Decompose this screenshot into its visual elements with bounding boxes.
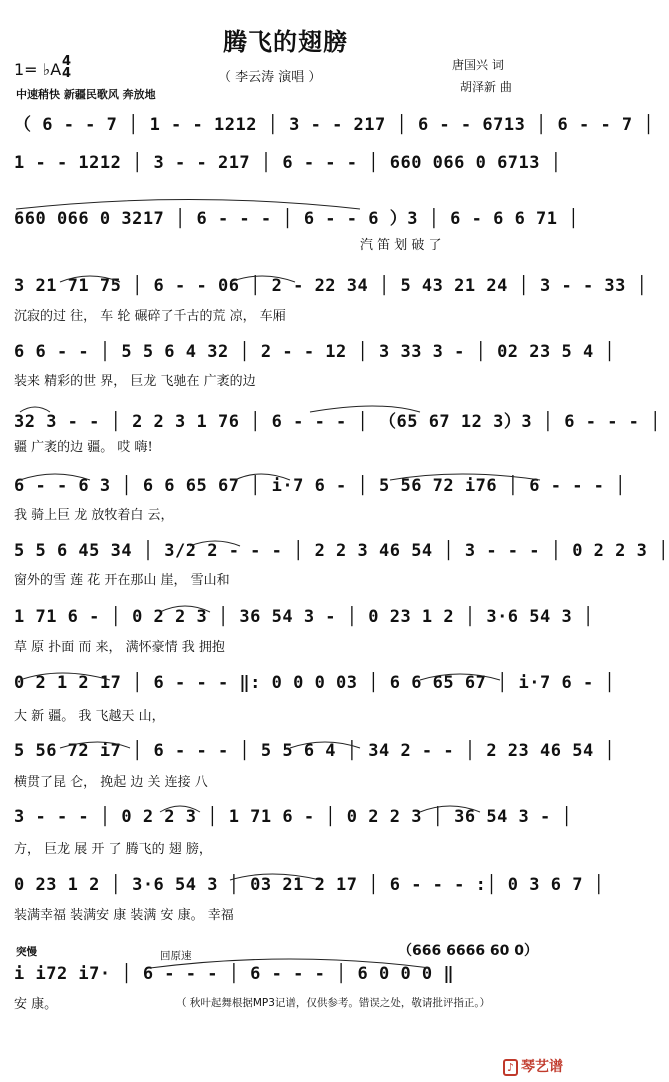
- lyric-line-9: 草 原 扑面 而 来， 满怀豪情 我 拥抱: [14, 640, 225, 655]
- score-line-12: 3 - - - │ 0 2 2 3 │ 1 71 6 - │ 0 2 2 3 │ 36 54 3 - │: [14, 807, 573, 827]
- song-title: 腾飞的翅膀: [223, 28, 348, 56]
- score-line-10: 0 2 1 2 17 │ 6 - - - ‖: 0 0 0 03 │ 6 6 65 67 │ i·7 6 - │: [14, 673, 616, 693]
- time-sig-bottom: 4: [62, 66, 72, 81]
- score-line-1: （ 6 - - 7 │ 1 - - 1212 │ 3 - - 217 │ 6 - - 6713 │ 6 - - 7 │: [14, 115, 655, 135]
- transcription-note: （ 秋叶起舞根据MP3记谱，仅供参考。错误之处，敬请批评指正。）: [176, 997, 491, 1009]
- slur-arc: [150, 959, 430, 968]
- lyric-line-3: 汽 笛 划 破 了: [360, 238, 442, 253]
- slur-arc: [16, 200, 360, 210]
- logo-icon: ♪: [503, 1059, 518, 1076]
- singer: （ 李云涛 演唱 ）: [218, 70, 322, 85]
- ending-ornament: （666 6666 60 0）: [398, 943, 539, 959]
- time-sig-top: 4: [62, 54, 72, 69]
- lyric-line-7: 我 骑上巨 龙 放牧着白 云，: [14, 508, 174, 523]
- lyric-line-13: 装满幸福 装满安 康 装满 安 康。 幸福: [14, 908, 234, 923]
- slur-arc: [420, 674, 500, 680]
- lyric-line-14: 安 康。: [14, 997, 58, 1012]
- lyric-line-10: 大 新 疆。 我 飞越天 山，: [14, 709, 165, 724]
- lyric-line-5: 装来 精彩的世 界， 巨龙 飞驰在 广袤的边: [14, 374, 256, 389]
- slur-arc: [235, 474, 290, 480]
- lyric-line-4: 沉寂的过 往， 车 轮 碾碎了千古的荒 凉， 车厢: [14, 309, 286, 324]
- slur-arc: [230, 276, 295, 282]
- back-tempo-mark: 回原速: [160, 950, 192, 962]
- key-signature: 1= ♭A: [14, 60, 62, 79]
- slur-arc: [20, 673, 110, 680]
- lyric-line-8: 窗外的雪 莲 花 开在那山 崖， 雪山和: [14, 573, 230, 588]
- slur-arc: [310, 406, 420, 412]
- slur-arc: [160, 806, 200, 812]
- score-line-8: 5 5 6 45 34 │ 3/2 2 - - - │ 2 2 3 46 54 │ 3 - - - │ 0 2 2 3 │: [14, 541, 669, 561]
- slur-arc: [390, 474, 540, 480]
- score-line-14: i i72 i7· │ 6 - - - │ 6 - - - │ 6 0 0 0 ‖: [14, 964, 455, 984]
- lyric-line-12: 方， 巨龙 展 开 了 腾飞的 翅 膀，: [14, 842, 212, 857]
- slur-arc: [160, 606, 210, 612]
- score-line-11: 5 56 72 i7 │ 6 - - - │ 5 5 6 4 │ 34 2 - - │ 2 23 46 54 │: [14, 741, 616, 761]
- score-line-6: 32 3 - - │ 2 2 3 1 76 │ 6 - - - │ （65 67 12 3）3 │ 6 - - - │: [14, 412, 661, 432]
- score-line-13: 0 23 1 2 │ 3·6 54 3 │ 03 21 2 17 │ 6 - - - :│ 0 3 6 7 │: [14, 875, 605, 895]
- score-line-7: 6 - - 6 3 │ 6 6 65 67 │ i·7 6 - │ 5 56 72 i76 │ 6 - - - │: [14, 476, 626, 496]
- lyric-line-6: 疆 广袤的边 疆。 哎 嗨!: [14, 440, 153, 455]
- slur-arc: [420, 806, 480, 812]
- lyricist: 唐国兴 词: [452, 58, 504, 72]
- score-line-4: 3 21 71 75 │ 6 - - 06 │ 2 - 22 34 │ 5 43 21 24 │ 3 - - 33 │: [14, 276, 648, 296]
- score-line-5: 6 6 - - │ 5 5 6 4 32 │ 2 - - 12 │ 3 33 3 - │ 02 23 5 4 │: [14, 342, 616, 362]
- slur-arc: [20, 407, 50, 412]
- watermark-text: 琴艺谱: [521, 1059, 563, 1075]
- slur-arc: [60, 276, 120, 282]
- lyric-line-11: 横贯了昆 仑， 挽起 边 关 连接 八: [14, 775, 208, 790]
- score-line-2: 1 - - 1212 │ 3 - - 217 │ 6 - - - │ 660 066 0 6713 │: [14, 153, 562, 173]
- sudden-slow-mark: 突慢: [16, 946, 37, 958]
- slur-arc: [60, 742, 130, 748]
- composer: 胡泽新 曲: [460, 80, 512, 94]
- slur-arc: [290, 742, 360, 748]
- slur-arc: [20, 474, 90, 480]
- score-line-3: 660 066 0 3217 │ 6 - - - │ 6 - - 6 ）3 │ 6 - 6 6 71 │: [14, 209, 579, 229]
- slur-arc: [230, 874, 320, 880]
- score-line-9: 1 71 6 - │ 0 2 2 3 │ 36 54 3 - │ 0 23 1 2 │ 3·6 54 3 │: [14, 607, 594, 627]
- tempo-style: 中速稍快 新疆民歌风 奔放地: [16, 88, 156, 101]
- slur-arc: [190, 541, 240, 546]
